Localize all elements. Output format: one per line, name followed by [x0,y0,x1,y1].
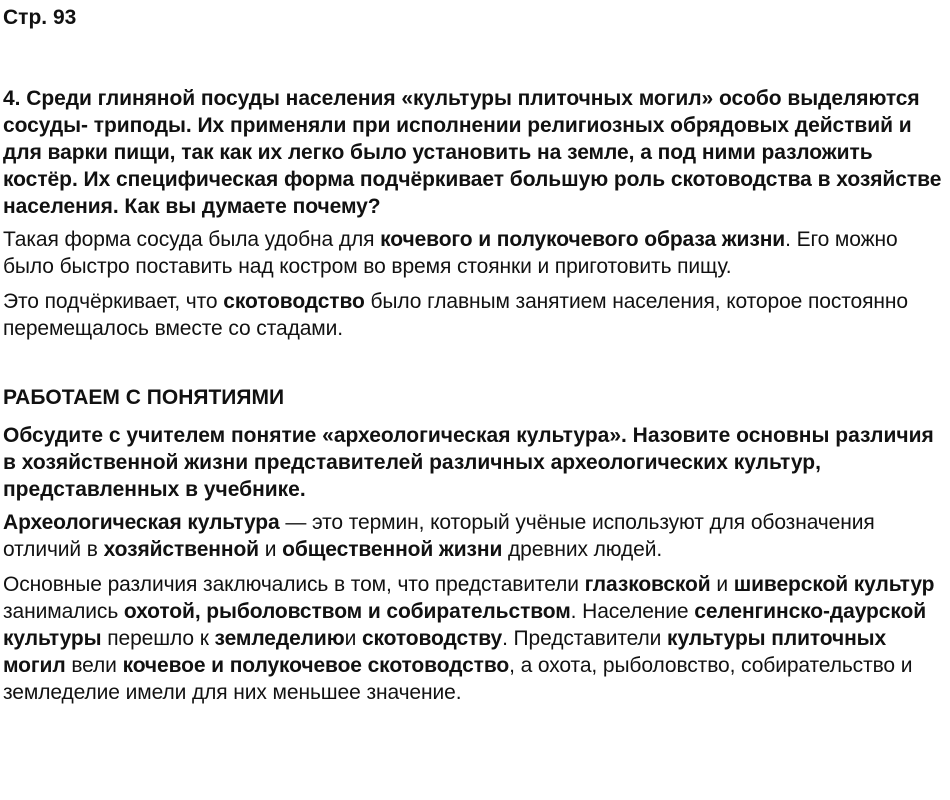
text-run: — это термин, который учёные используют для обозначения отличий в [3,511,875,561]
bold-term: шиверской культур [733,573,935,596]
question-text: 4. Среди глиняной посуды населения «культуры плиточных могил» особо выделяются сосуды- триподы. Их применяли при исполнении религиозных обрядовых действий и для варки пищи, так как их легко было установить на земле, а под ними разложить костёр. Их специфическая форма подчёркивает большую роль скотоводства в хозяйстве населения. Как вы думаете почему? [3,87,942,218]
bold-term: скотоводство [223,290,365,313]
page-number: Стр. 93 [3,6,77,29]
text-run: и [344,627,362,650]
text-run: , а охота, рыболовство, собирательство и земледелие имели для них меньшее значение. [3,654,913,704]
text-run: Основные различия заключались в том, что представители [3,573,585,596]
text-run: перешло к [101,627,215,650]
spacer [3,342,946,384]
text-run: Такая форма сосуда была удобна для [3,228,381,251]
bold-term: общественной жизни [282,538,503,561]
task-text: Обсудите с учителем понятие «археологическая культура». Назовите основны различия в хозяйственной жизни представителей различных археологических культур, представленных в учебнике. [3,424,934,501]
answer-2-paragraph-1 [3,509,946,563]
bold-term: кочевого и полукочевого образа жизни [380,228,786,251]
text-run: вели [65,654,123,677]
text-run: Это подчёркивает, что [3,290,224,313]
bold-term: глазковской [584,573,711,596]
section-heading: РАБОТАЕМ С ПОНЯТИЯМИ [3,386,285,409]
text-run: занимались [3,600,124,623]
text-run: и [710,573,734,596]
bold-term: охотой, рыболовством и собирательством [123,600,571,623]
text-run: . Представители [502,627,668,650]
text-run: . Его можно было быстро поставить над костром во время стоянки и приготовить пищу. [3,228,898,278]
bold-term: кочевое и полукочевое скотоводство [122,654,510,677]
bold-term: культуры плиточных могил [3,627,887,677]
text-run: и [258,538,283,561]
answer-2-paragraph-2 [3,571,946,706]
text-run: было главным занятием населения, которое постоянно перемещалось вместе со стадами. [3,290,908,340]
bold-term: хозяйственной [103,538,259,561]
spacer [3,31,946,85]
text-run: древних людей. [502,538,663,561]
bold-term: скотоводству [361,627,503,650]
bold-term: Археологическая культура [3,511,280,534]
answer-1-paragraph-1 [3,226,946,280]
bold-term: земледелию [214,627,345,650]
text-run: . Население [570,600,695,623]
bold-term: селенгинско-даурской культуры [3,600,926,650]
answer-1-paragraph-2 [3,288,946,342]
